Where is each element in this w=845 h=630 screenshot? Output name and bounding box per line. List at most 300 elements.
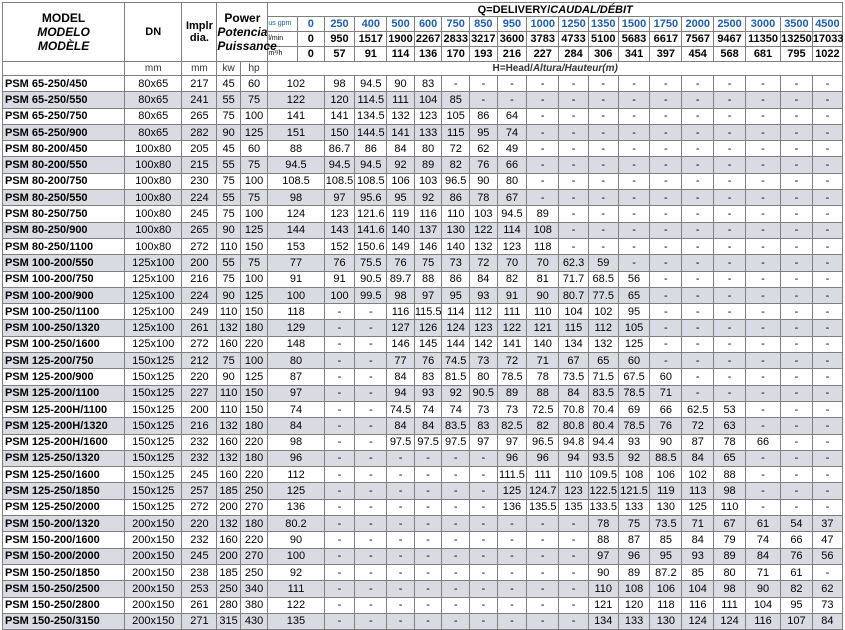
head-value-cell: - [355,304,387,320]
m3h-value: 0 [298,47,325,62]
head-value-cell: - [414,516,442,532]
delivery-header [268,3,843,17]
head-value-cell: - [355,401,387,417]
head-value-cell: 133 [618,499,650,515]
kw-cell: 315 [217,613,240,629]
kw-cell: 110 [217,238,240,254]
head-value-cell: - [355,499,387,515]
head-value-cell: - [324,336,355,352]
head-value-cell: 143 [324,222,355,238]
table-row [3,255,843,271]
dn-cell: 100x80 [125,206,182,222]
head-value-cell: 152 [324,238,355,254]
head-value-cell: - [650,92,682,108]
head-value-cell: 95 [470,124,498,140]
model-cell: PSM 150-200/1320 [3,516,125,532]
impeller-cell: 220 [182,369,217,385]
head-value-cell: 82 [781,581,813,597]
head-value-cell: 83.5 [442,418,470,434]
head-value-cell: - [650,287,682,303]
m3h-value: 306 [588,47,618,62]
hp-cell: 60 [240,76,268,92]
head-value-cell: - [812,320,842,336]
head-value-cell: 74 [414,401,442,417]
head-value-cell: - [650,255,682,271]
kw-cell: 132 [217,450,240,466]
head-value-cell: 85 [442,92,470,108]
gpm-value: 4500 [812,17,842,32]
head-value-cell: 95 [442,287,470,303]
head-value-cell: 108.5 [324,173,355,189]
head-value-cell: 92 [618,450,650,466]
head-value-cell: 78 [714,434,746,450]
dn-cell: 100x80 [125,222,182,238]
head-value-cell: - [812,173,842,189]
gpm-value: 0 [298,17,325,32]
head-value-cell: 80 [414,141,442,157]
m3h-value: 193 [470,47,498,62]
head-value-cell: - [588,124,618,140]
kw-cell: 90 [217,124,240,140]
head-value-cell: 141.6 [355,222,387,238]
head-value-cell: - [745,385,780,401]
dn-cell: 100x80 [125,157,182,173]
head-value-cell: - [618,255,650,271]
head-value-cell: 94.4 [588,434,618,450]
impeller-cell: 249 [182,304,217,320]
head-value-cell: 120 [324,92,355,108]
head-value-cell: - [812,483,842,499]
impeller-cell: 215 [182,157,217,173]
head-value-cell: 135.5 [527,499,559,515]
head-value-cell: - [781,499,813,515]
head-value-cell: 74.5 [442,353,470,369]
impeller-cell: 216 [182,271,217,287]
head-value-cell: 56 [812,548,842,564]
head-value-cell: - [442,548,470,564]
head-value-cell: - [781,483,813,499]
head-value-cell: - [442,613,470,629]
head-value-cell: 144.5 [355,124,387,140]
model-cell: PSM 100-250/1100 [3,304,125,320]
head-value-cell: 142 [470,336,498,352]
model-cell: PSM 125-200/1100 [3,385,125,401]
dn-cell: 125x100 [125,271,182,287]
hp-cell: 340 [240,581,268,597]
head-value-cell: - [781,108,813,124]
head-value-cell: 115.5 [414,304,442,320]
head-value-cell: 110 [714,499,746,515]
dn-cell: 200x150 [125,597,182,613]
head-value-cell: 130 [650,499,682,515]
head-value-cell: 97 [497,434,527,450]
power-header-en: Power [224,11,261,25]
impeller-cell: 272 [182,238,217,254]
model-cell: PSM 80-250/750 [3,206,125,222]
hp-cell: 100 [240,206,268,222]
kw-cell: 132 [217,516,240,532]
head-value-cell: - [812,92,842,108]
dn-cell: 125x100 [125,304,182,320]
head-value-cell: 116 [387,304,415,320]
head-value-cell: 149 [387,238,415,254]
head-value-cell: - [781,434,813,450]
head-value-cell: 116 [414,206,442,222]
head-value-cell: 96 [268,450,324,466]
head-value-cell: - [324,581,355,597]
head-value-cell: 121.5 [618,483,650,499]
head-value-cell: 90 [527,287,559,303]
head-value-cell: 100 [268,287,324,303]
head-value-cell: - [442,564,470,580]
head-value-cell: 91 [324,271,355,287]
model-cell: PSM 125-200H/1100 [3,401,125,417]
head-value-cell: 62.5 [682,401,714,417]
kw-cell: 185 [217,483,240,499]
head-value-cell: 85 [682,564,714,580]
head-value-cell: - [588,92,618,108]
table-row [3,581,843,597]
head-value-cell: - [497,597,527,613]
lmin-value: 3600 [497,32,527,47]
impeller-cell: 216 [182,418,217,434]
head-value-cell: - [618,141,650,157]
table-row [3,564,843,580]
head-value-cell: - [714,287,746,303]
kw-cell: 132 [217,320,240,336]
table-row [3,401,843,417]
head-value-cell: - [588,206,618,222]
head-value-cell: 106 [650,581,682,597]
hp-cell: 100 [240,271,268,287]
head-value-cell: 74 [268,401,324,417]
head-value-cell: 98 [324,76,355,92]
head-value-cell: - [781,92,813,108]
hp-cell: 270 [240,499,268,515]
dn-cell: 125x100 [125,287,182,303]
head-value-cell: - [682,353,714,369]
head-value-cell: 63 [714,418,746,434]
head-value-cell: 70.8 [559,401,589,417]
head-value-cell: 120 [618,597,650,613]
gpm-value: 2500 [714,17,746,32]
lmin-value: 0 [298,32,325,47]
gpm-value: 400 [355,17,387,32]
dn-header: DN [125,3,182,62]
head-value-cell: - [714,238,746,254]
impeller-cell: 272 [182,336,217,352]
hp-cell: 150 [240,304,268,320]
head-value-cell: 79 [714,532,746,548]
table-row [3,190,843,206]
head-value-cell: - [324,516,355,532]
dn-cell: 100x80 [125,173,182,189]
head-value-cell: - [527,532,559,548]
head-value-cell: - [355,532,387,548]
impeller-header [182,3,217,62]
dn-unit: mm [125,62,182,76]
head-value-cell: 54 [781,516,813,532]
head-value-cell: 65 [588,353,618,369]
head-value-cell: - [812,336,842,352]
head-value-cell: - [355,467,387,483]
head-value-cell: - [442,581,470,597]
head-value-cell: - [470,613,498,629]
head-value-cell: 96.5 [442,173,470,189]
kw-cell: 132 [217,418,240,434]
head-value-cell: 113 [682,483,714,499]
hp-cell: 430 [240,613,268,629]
head-value-cell: 66 [497,157,527,173]
head-value-cell: - [559,548,589,564]
head-value-cell: 89 [714,548,746,564]
head-value-cell: - [714,353,746,369]
gpm-value: 250 [324,17,355,32]
head-value-cell: - [355,434,387,450]
head-value-cell: - [387,516,415,532]
head-value-cell: 104 [745,597,780,613]
head-value-cell: 98 [268,434,324,450]
head-value-cell: 115 [559,320,589,336]
head-value-cell: - [745,287,780,303]
table-row [3,238,843,254]
head-value-cell: 62.3 [559,255,589,271]
head-value-cell: 73 [470,353,498,369]
table-row [3,369,843,385]
head-value-cell: 73 [442,255,470,271]
head-value-cell: - [781,173,813,189]
head-value-cell: - [387,499,415,515]
impeller-cell: 232 [182,450,217,466]
impeller-cell: 224 [182,190,217,206]
head-value-cell: 112 [268,467,324,483]
head-value-cell: 67 [714,516,746,532]
m3h-label: m³/h [268,47,298,62]
model-cell: PSM 65-250/450 [3,76,125,92]
head-value-cell: - [527,108,559,124]
head-value-cell: 116 [682,597,714,613]
head-value-cell: - [387,532,415,548]
head-value-cell: - [781,76,813,92]
head-value-cell: - [812,287,842,303]
head-value-cell: 123 [324,206,355,222]
head-value-cell: 64 [497,108,527,124]
head-value-cell: 110 [559,467,589,483]
head-value-cell: 125 [497,483,527,499]
m3h-value: 114 [387,47,415,62]
head-value-cell: - [781,190,813,206]
table-row [3,483,843,499]
head-value-cell: - [527,597,559,613]
m3h-value: 227 [527,47,559,62]
head-value-cell: 89.7 [387,271,415,287]
head-value-cell: - [650,238,682,254]
impeller-cell: 232 [182,434,217,450]
head-value-cell: - [812,385,842,401]
head-value-cell: 75.5 [355,255,387,271]
head-value-cell: - [618,206,650,222]
head-value-cell: - [650,124,682,140]
delivery-header-en: Q=DELIVERY/ [477,3,551,16]
head-value-cell: 76 [387,255,415,271]
table-row [3,222,843,238]
head-value-cell: - [527,76,559,92]
head-value-cell: - [355,613,387,629]
hp-cell: 180 [240,418,268,434]
head-value-cell: 81 [527,271,559,287]
head-value-cell: - [387,450,415,466]
head-value-cell: 88 [268,141,324,157]
head-value-cell: 78.5 [618,385,650,401]
table-row [3,124,843,140]
kw-cell: 110 [217,304,240,320]
head-value-cell: - [812,467,842,483]
head-value-cell: - [355,418,387,434]
head-value-cell: - [745,336,780,352]
head-value-cell: - [781,238,813,254]
head-value-cell: 78 [588,516,618,532]
table-row [3,385,843,401]
head-value-cell: - [527,92,559,108]
head-value-cell: - [650,320,682,336]
head-value-cell: - [442,467,470,483]
lmin-value: 1900 [388,33,413,45]
head-value-cell: 78 [527,369,559,385]
head-value-cell: 114 [442,304,470,320]
head-value-cell: 59 [588,255,618,271]
head-value-cell: 130 [442,222,470,238]
head-value-cell: - [650,173,682,189]
m3h-value: 216 [497,47,527,62]
lmin-value: 5100 [588,32,618,47]
head-value-cell: 70 [497,255,527,271]
head-value-cell: 62 [812,581,842,597]
head-value-cell: 84 [387,369,415,385]
head-value-cell: - [559,532,589,548]
head-value-cell: - [812,564,842,580]
head-value-cell: 89 [527,206,559,222]
head-value-cell: 72 [497,353,527,369]
impeller-cell: 245 [182,548,217,564]
head-value-cell: - [414,613,442,629]
head-value-cell: 98 [714,581,746,597]
head-value-cell: - [781,271,813,287]
head-value-cell: - [682,108,714,124]
head-value-cell: 76 [650,418,682,434]
head-value-cell: - [812,141,842,157]
head-value-cell: 95.6 [355,190,387,206]
head-value-cell: 132 [588,336,618,352]
kw-cell: 160 [217,532,240,548]
hp-cell: 100 [240,353,268,369]
hp-cell: 380 [240,597,268,613]
kw-unit: kw [217,62,240,76]
head-value-cell: - [745,450,780,466]
head-value-cell: - [714,271,746,287]
table-row [3,271,843,287]
head-value-cell: - [355,597,387,613]
head-value-cell: 84 [745,548,780,564]
kw-cell: 185 [217,564,240,580]
gpm-value: 500 [387,17,415,32]
dn-cell: 100x80 [125,141,182,157]
lmin-value: 5683 [618,32,650,47]
head-value-cell: - [588,141,618,157]
head-value-cell: 88 [714,467,746,483]
head-value-cell: - [650,222,682,238]
head-value-cell: - [714,206,746,222]
head-value-cell: 94.8 [559,434,589,450]
head-value-cell: - [812,76,842,92]
lmin-value: 13250 [781,33,812,45]
head-value-cell: - [470,76,498,92]
head-value-cell: 77.5 [588,287,618,303]
head-value-cell: - [324,434,355,450]
head-value-cell: 88.5 [650,450,682,466]
head-value-cell: - [745,173,780,189]
model-cell: PSM 150-250/1850 [3,564,125,580]
head-value-cell: 98 [387,287,415,303]
head-value-cell: - [442,499,470,515]
head-value-cell: 88 [414,271,442,287]
hp-cell: 75 [240,255,268,271]
head-value-cell: 84 [470,271,498,287]
head-value-cell: - [470,581,498,597]
head-value-cell: - [497,76,527,92]
head-value-cell: 110 [527,304,559,320]
lmin-value: 9467 [714,32,746,47]
m3h-value: 568 [714,47,746,62]
head-value-cell: 87.2 [650,564,682,580]
head-value-cell: 122 [470,222,498,238]
dn-cell: 150x125 [125,401,182,417]
head-value-cell: - [618,238,650,254]
head-value-cell: - [714,369,746,385]
lmin-value: 1517 [355,32,387,47]
impeller-cell: 265 [182,108,217,124]
head-value-cell: - [414,499,442,515]
head-value-cell: - [355,336,387,352]
head-value-cell: 137 [414,222,442,238]
kw-cell: 160 [217,434,240,450]
head-value-cell: - [682,157,714,173]
model-header-fr: MODÈLE [37,39,90,53]
head-value-cell: 49 [497,141,527,157]
head-value-cell: - [781,467,813,483]
units-row [3,62,843,76]
head-value-cell: 65 [618,287,650,303]
head-value-cell: 82 [442,157,470,173]
head-value-cell: - [682,92,714,108]
head-value-cell: 111 [268,581,324,597]
head-value-cell: 75 [414,255,442,271]
lmin-value: 7567 [682,32,714,47]
head-value-cell: 91 [497,287,527,303]
kw-cell: 55 [217,255,240,271]
head-value-cell: 97 [268,385,324,401]
head-value-cell: - [559,581,589,597]
impeller-cell: 224 [182,287,217,303]
head-value-cell: 97 [324,190,355,206]
head-value-cell: 140 [442,238,470,254]
head-value-cell: - [745,418,780,434]
head-label-es-fr: Altura/Hauteur [532,63,603,74]
hp-cell: 220 [240,467,268,483]
head-value-cell: - [745,190,780,206]
hp-cell: 220 [240,532,268,548]
model-cell: PSM 125-250/1600 [3,467,125,483]
head-value-cell: 98 [268,190,324,206]
